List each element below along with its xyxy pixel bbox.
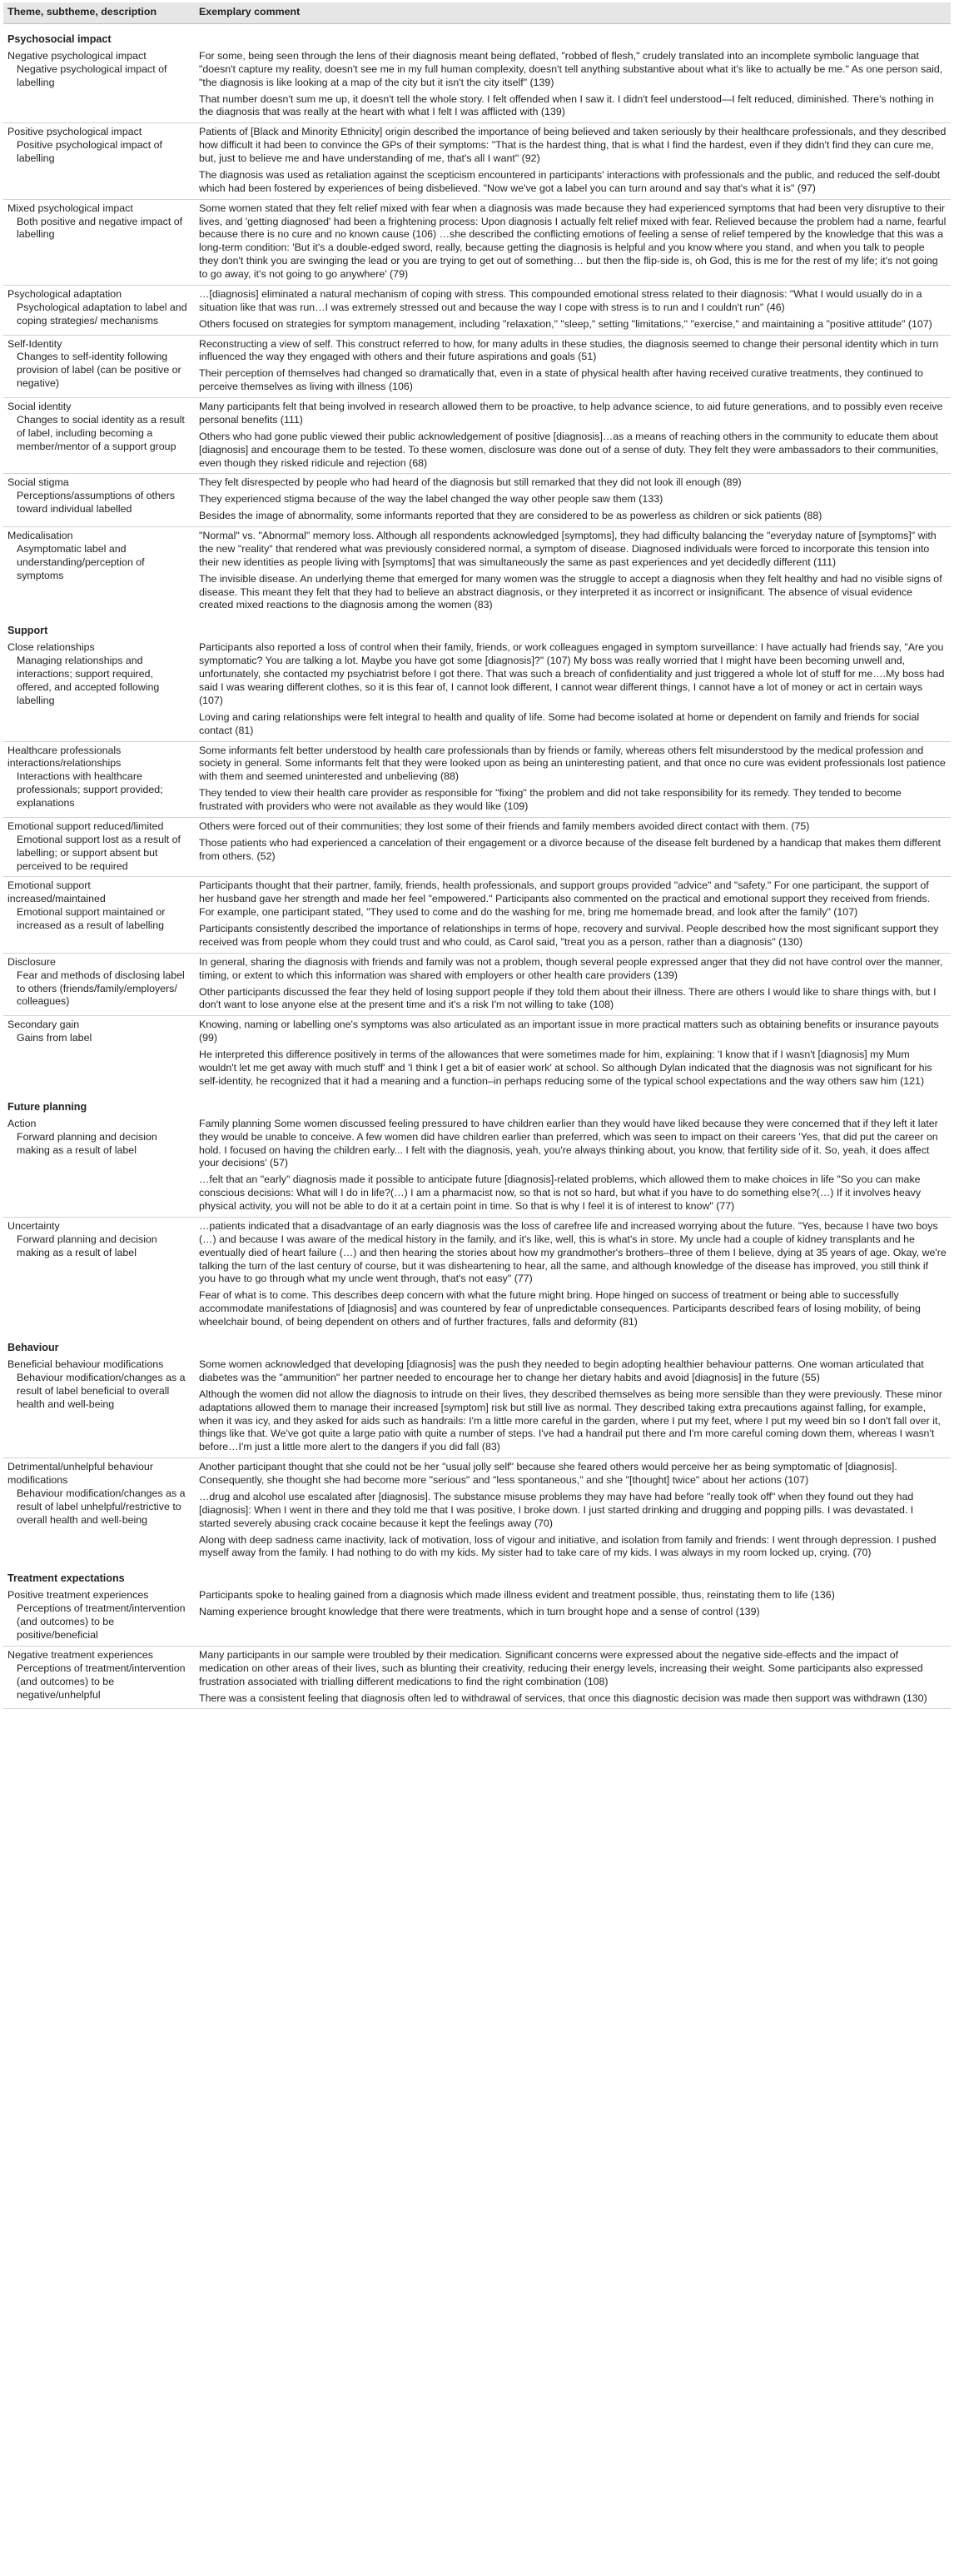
comment-cell [195, 47, 951, 123]
exemplary-comment: Participants thought that their partner, family, friends, health professionals, and support groups provided "advice" and "safety." For one participant, the support of her husband gave her strength and made her feel "empowered." Participants also commented on the practical and emotional support they received from friends. For example, one participant stated, "They used to come and do the washing for me, bring me homemade bread, and look after the family" (107) [199, 879, 931, 919]
table-row [3, 398, 951, 474]
section-heading-row [3, 1563, 951, 1587]
exemplary-comment: He interpreted this difference positively in terms of the allowances that were sometimes made for him, explaining: 'I know that if I wasn't [diagnosis] my Mum wouldn't let me get away with much stuff' and 'I think I get a bit of easier work' at school. So although Dylan indicated that the diagnosis was not significant for his self-identity, he recognized that it had a meaning and a function–in perhaps reducing some of the typical school expectations and the way others saw him (121) [199, 1049, 932, 1087]
subtheme-description: Gains from label [17, 1032, 92, 1044]
subtheme-description: Interactions with healthcare professionals; support provided; explanations [17, 770, 163, 810]
table-header [3, 2, 951, 23]
exemplary-comment: Many participants in our sample were troubled by their medication. Significant concerns were expressed about the negative side-effects and the impact of medication on other areas of their lives, such as blunting their creativity, reducing their energy levels, increasing their weight. Some participants also expressed frustration associated with trialling different medications to find the right combination (108) [199, 1648, 923, 1687]
exemplary-comment: The invisible disease. An underlying theme that emerged for many women was the struggle to accept a diagnosis when they felt healthy and had no visible signs of disease. This meant they felt that they had to believe an abstract diagnosis, or they interpreted it as incorrect or insignificant. The absence of visual evidence created mixed reactions to the diagnosis among the women (83) [199, 572, 942, 611]
exemplary-comment: Naming experience brought knowledge that there were treatments, which in turn brought hope and a sense of control (139) [199, 1606, 760, 1618]
comment-cell [195, 335, 951, 398]
exemplary-comment: Knowing, naming or labelling one's symptoms was also articulated as an important issue in more practical matters such as obtaining benefits or insurance payouts (99) [199, 1019, 939, 1044]
theme-cell [3, 877, 195, 953]
theme-cell [3, 953, 195, 1016]
exemplary-comment: Others who had gone public viewed their public acknowledgement of positive [diagnosis]…as a means of reaching others in the community to educate them about [diagnosis] and encourage them to be tested. To these women, disclosure was done out of a sense of duty. They felt they were ambassadors to their communities, even though they risked ridicule and rejection (68) [199, 430, 939, 469]
subtheme-description: Asymptomatic label and understanding/perception of symptoms [17, 542, 145, 581]
exemplary-comment: Participants also reported a loss of control when their family, friends, or work colleagues engaged in symptom surveillance: I have actually had friends say, "Are you symptomatic? You are talking a lot. Maybe you have got some [diagnosis]?" (107) My boss was really worried that I might have been becoming unwell and, unfortunately, she contacted my psychiatrist before I got there. That was such a breach of confidentiality and just triggered a whole lot of stuff for me….My boss had said I was wearing different clothes, so it is this fear of, I cannot look different, I cannot wear different things, I cannot have a lot of money or act in certain ways (107) [199, 641, 945, 706]
exemplary-comment: Their perception of themselves had changed so dramatically that, even in a state of physical health after having received curative treatments, they continued to perceive themselves as living with illness (106) [199, 367, 923, 393]
subtheme-description: Managing relationships and interactions; support required, offered, and accepted following labelling [17, 655, 160, 706]
table-row [3, 741, 951, 817]
exemplary-comment: Reconstructing a view of self. This construct referred to how, for many adults in these studies, the diagnosis seemed to change their personal identity which in turn influenced the way they engaged with others and their future aspirations and goals (51) [199, 337, 939, 363]
theme-cell [3, 741, 195, 817]
exemplary-comment: Participants consistently described the importance of relationships in terms of hope, recovery and survival. People described how the most significant support they received was from people whom they could trust and who could, as Carol said, "treat you as a person, rather than a diagnosis" (130) [199, 923, 939, 948]
theme-label: Negative treatment experiences [7, 1648, 153, 1661]
subtheme-description: Perceptions of treatment/intervention (and outcomes) to be negative/unhelpful [17, 1662, 186, 1701]
theme-cell [3, 1356, 195, 1458]
section-title: Treatment expectations [7, 1572, 125, 1585]
exemplary-comment: Besides the image of abnormality, some informants reported that they are considered to be as powerless as children or sick patients (88) [199, 510, 822, 522]
comment-cell [195, 1356, 951, 1458]
comment-cell [195, 1646, 951, 1709]
table-row [3, 199, 951, 285]
table-row [3, 877, 951, 953]
theme-label: Social stigma [7, 476, 69, 489]
subtheme-description: Positive psychological impact of labelling [17, 139, 162, 165]
table-row [3, 47, 951, 123]
comment-cell [195, 953, 951, 1016]
header-comment: Exemplary comment [195, 2, 951, 23]
theme-label: Social identity [7, 401, 72, 413]
exemplary-comment: For some, being seen through the lens of their diagnosis meant being deflated, "robbed of flesh," crudely translated into an incomplete symbolic language that "doesn't capture my reality, doesn't see me in my full human complexity, doesn't tell anything substantive about what it's like to actually be me." As one person said, "the diagnosis is like looking at a map of the city but it isn't the city itself" (139) [199, 49, 943, 88]
table-row [3, 1217, 951, 1333]
theme-cell [3, 527, 195, 616]
exemplary-comment: Fear of what is to come. This describes deep concern with what the future might bring. Hope hinged on success of treatment or being able to successfully accommodate manifestations of [diagnosis] and was countered by fear of unpredictable consequences. Participants described fears of losing mobility, of being wheelchair bound, of being dependent on others and of further fractures, falls and deformity (81) [199, 1289, 921, 1328]
theme-label: Disclosure [7, 955, 56, 968]
exemplary-comment: Others were forced out of their communities; they lost some of their friends and family members avoided direct contact with them. (75) [199, 820, 810, 832]
subtheme-description: Fear and methods of disclosing label to others (friends/family/employers/ colleagues) [17, 969, 185, 1008]
table-row [3, 1115, 951, 1218]
exemplary-comment: That number doesn't sum me up, it doesn't tell the whole story. I felt offended when I saw it. I didn't feel understood—I felt reduced, diminished. There's nothing in the diagnosis that was really at the heart with what I felt I was afflicted with (139) [199, 92, 934, 118]
comment-cell [195, 398, 951, 474]
table-row [3, 1587, 951, 1646]
theme-cell [3, 1115, 195, 1218]
theme-cell [3, 47, 195, 123]
theme-label: Self-Identity [7, 337, 62, 350]
exemplary-comment: Other participants discussed the fear they held of losing support people if they told them about their illness. There are others I would like to share things with, but I don't want to lose anyone else at the present time and it's a risk I'm not willing to take (108) [199, 985, 937, 1011]
comment-cell [195, 1016, 951, 1092]
comment-cell [195, 474, 951, 527]
table-row [3, 285, 951, 335]
subtheme-description: Both positive and negative impact of labelling [17, 215, 183, 241]
section-title: Psychosocial impact [7, 32, 112, 45]
comment-cell [195, 1217, 951, 1333]
theme-label: Medicalisation [7, 530, 73, 542]
theme-cell [3, 474, 195, 527]
theme-cell [3, 1587, 195, 1646]
table-row [3, 817, 951, 877]
table-row [3, 639, 951, 741]
theme-label: Detrimental/unhelpful behaviour modifications [7, 1461, 153, 1487]
exemplary-comment: Patients of [Black and Minority Ethnicity] origin described the importance of being believed and taken seriously by their healthcare professionals, and they described how difficult it had been to convince the GPs of their symptoms: "That is the hardest thing, that is what I find the hardest, even if they didn't find they can cure me, but, just to believe me and have understanding of me, that's all I want" (92) [199, 126, 947, 165]
theme-label: Close relationships [7, 641, 95, 654]
theme-label: Emotional support increased/maintained [7, 879, 106, 905]
theme-cell [3, 1016, 195, 1092]
theme-label: Psychological adaptation [7, 287, 122, 300]
table-row [3, 1016, 951, 1092]
exemplary-comment: "Normal" vs. "Abnormal" memory loss. Although all respondents acknowledged [symptoms], they had difficulty balancing the "everyday nature of [symptoms]" with the new "reality" that rendered what was previously considered normal, a symptom of disease. Diagnosed individuals were forced to incorporate this tension into their new identities as people living with [symptoms] that was simultaneously the same as past experiences and yet decidedly different (111) [199, 530, 937, 568]
exemplary-comment: Some women stated that they felt relief mixed with fear when a diagnosis was made because they had experienced symptoms that had been very disruptive to their lives, and 'getting diagnosed' had been a frightening process: Upon diagnosis I actually felt relief mixed with fear. Relieved because the problem had a name, fearful because there is no cure and no known cause (106) …she described the conflicting emotions of feeling a sense of relief tempered by the knowledge that this was a long-term condition: 'But it's a double-edged sword, really, because getting the diagnosis is helpful and you know where you stand, and when you talk to people they don't think you are swinging the lead or you are trying to get out of something… but then the flip-side is, oh God, this is me for the rest of my life; it's not going to go away, it's not going to go anywhere' (79) [199, 202, 947, 281]
exemplary-comment: There was a consistent feeling that diagnosis often led to withdrawal of services, that once this diagnostic decision was made then support was withdrawn (130) [199, 1692, 927, 1704]
exemplary-comment: Many participants felt that being involved in research allowed them to be proactive, to help advance science, to aid future generations, and to possibly even receive personal benefits (111) [199, 401, 943, 426]
exemplary-comment: …felt that an "early" diagnosis made it possible to anticipate future [diagnosis]-related problems, which allowed them to make choices in life "So you can make conscious decisions: What will I do in life?(…) I am a pharmacist now, so that is not so hard, but what if you have to do something else?(…) If it involves heavy physical activity, you will not be able to do it at a certain point in time. So that is why I feel it is of interest to know" (77) [199, 1173, 922, 1213]
theme-cell [3, 639, 195, 741]
table-row [3, 527, 951, 616]
table-body [3, 23, 951, 1709]
exemplary-comment: Although the women did not allow the diagnosis to intrude on their lives, they described themselves as being more sensible than they were previously. These minor adaptations allowed them to manage their increased [symptom] risk but still live as normal. They described taking extra precautions against falling, for example, when it was icy, and they asked for aids such as handrails: I'm a little more careful in the garden, where I put my feet, where I put my weed bin so I don't fall over it, things like that. We've got quite a large patio with quite a number of steps. I've had a handrail put there and I'm more careful coming down them, whereas I wasn't before…I'm just a little more alert to the dangers if you did fall (83) [199, 1388, 942, 1453]
theme-cell [3, 285, 195, 335]
section-heading-row [3, 1333, 951, 1356]
comment-cell [195, 817, 951, 877]
exemplary-comment: Participants spoke to healing gained from a diagnosis which made illness evident and treatment possible, thus, reinstating them to life (136) [199, 1589, 835, 1602]
subtheme-description: Changes to social identity as a result of label, including becoming a member/mentor of a support group [17, 413, 185, 452]
section-heading-row [3, 23, 951, 47]
exemplary-comment: …[diagnosis] eliminated a natural mechanism of coping with stress. This compounded emotional stress related to their diagnosis: "What I would usually do in a situation like that was run…I was extremely stressed out and because the way I cope with stress is to run and I couldn't run" (46) [199, 287, 922, 313]
table-row [3, 953, 951, 1016]
comment-cell [195, 285, 951, 335]
themes-table [3, 2, 951, 1709]
theme-cell [3, 817, 195, 877]
theme-label: Negative psychological impact [7, 49, 147, 62]
table-row [3, 335, 951, 398]
theme-cell [3, 398, 195, 474]
comment-cell [195, 1115, 951, 1218]
exemplary-comment: Others focused on strategies for symptom management, including "relaxation," "sleep," setting "limitations," "exercise," and maintaining a "positive attitude" (107) [199, 317, 932, 330]
theme-cell [3, 1458, 195, 1564]
subtheme-description: Behaviour modification/changes as a result of label beneficial to overall health and well-being [17, 1371, 186, 1410]
table-row [3, 123, 951, 199]
subtheme-description: Emotional support lost as a result of labelling; or support absent but perceived to be required [17, 833, 181, 872]
theme-label: Positive psychological impact [7, 126, 142, 138]
theme-cell [3, 199, 195, 285]
exemplary-comment: …patients indicated that a disadvantage of an early diagnosis was the loss of carefree life and increased worrying about the future. "Yes, because I have two boys (…) and because I was aware of the medical history in the family, and it's like, well, this is what's in store. My uncle had a couple of kidney transplants and he eventually died of heart failure (…) and then hearing the stories about how my grandmother's brothers–three of them I believe, dying at 35 years of age. Okay, we're talking the turn of the last century of course, but it was disheartening to hear, all the same, and although knowledge of the disease has improved, you still think if you have to go through what my uncle went through, that's not easy" (77) [199, 1219, 947, 1285]
comment-cell [195, 123, 951, 199]
exemplary-comment: …drug and alcohol use escalated after [diagnosis]. The substance misuse problems they may have had before "really took off" when they found out they had [diagnosis]: When I went in there and they told me that I was positive, I broke down. I just started drinking and drugging and popping pills. I was devastated. I started severely abusing crack cocaine because it kept the feelings away (70) [199, 1490, 914, 1529]
subtheme-description: Emotional support maintained or increased as a result of labelling [17, 906, 166, 932]
theme-label: Secondary gain [7, 1019, 80, 1031]
exemplary-comment: The diagnosis was used as retaliation against the scepticism encountered in participants' interactions with professionals and the public, and reduced the self-doubt which had been fostered by experiences of being disbelieved. "Now we've got a label you can turn around and say that's what it is" (97) [199, 168, 941, 194]
theme-label: Emotional support reduced/limited [7, 820, 164, 832]
exemplary-comment: In general, sharing the diagnosis with friends and family was not a problem, though several people expressed anger that they did not have control over the manner, timing, or extent to which this information was shared with employers or other health care providers (139) [199, 955, 943, 981]
section-heading-row [3, 615, 951, 639]
exemplary-comment: Those patients who had experienced a cancelation of their engagement or a divorce because of the disease felt burdened by a handicap that makes them different from others. (52) [199, 836, 942, 862]
comment-cell [195, 199, 951, 285]
theme-label: Positive treatment experiences [7, 1589, 149, 1602]
subtheme-description: Forward planning and decision making as a result of label [17, 1233, 157, 1258]
subtheme-description: Perceptions of treatment/intervention (and outcomes) to be positive/beneficial [17, 1602, 186, 1642]
exemplary-comment: They felt disrespected by people who had heard of the diagnosis but still remarked that they did not look ill enough (89) [199, 476, 742, 489]
subtheme-description: Negative psychological impact of labelling [17, 62, 167, 88]
comment-cell [195, 639, 951, 741]
exemplary-comment: Loving and caring relationships were felt integral to health and quality of life. Some had become isolated at home or dependent on family and friends for social contact (81) [199, 710, 920, 736]
comment-cell [195, 527, 951, 616]
exemplary-comment: Some women acknowledged that developing [diagnosis] was the push they needed to begin adopting healthier behaviour patterns. One woman articulated that diabetes was the "ammunition" her partner needed to encourage her to change her dietary habits and avoid [diagnosis] in the future (55) [199, 1358, 924, 1383]
section-heading-row [3, 1092, 951, 1115]
section-title: Future planning [7, 1100, 87, 1113]
theme-label: Mixed psychological impact [7, 202, 133, 214]
theme-label: Beneficial behaviour modifications [7, 1358, 164, 1371]
theme-cell [3, 1646, 195, 1709]
theme-label: Uncertainty [7, 1219, 60, 1232]
exemplary-comment: Along with deep sadness came inactivity, lack of motivation, loss of vigour and initiative, and isolation from family and friends: I went through depression. I pushed myself away from the family. I had nothing to do with my kids. My sister had to take care of my kids. I was always in my room locked up, crying. (70) [199, 1533, 937, 1559]
theme-label: Healthcare professionals interactions/relationships [7, 744, 122, 770]
table-row [3, 1458, 951, 1564]
exemplary-comment: They experienced stigma because of the way the label changed the way other people saw them (133) [199, 493, 663, 506]
section-title: Behaviour [7, 1341, 59, 1353]
table-row [3, 1646, 951, 1709]
theme-cell [3, 335, 195, 398]
subtheme-description: Forward planning and decision making as a result of label [17, 1130, 157, 1156]
subtheme-description: Behaviour modification/changes as a result of label unhelpful/restrictive to overall health and well-being [17, 1487, 186, 1526]
table-row [3, 1356, 951, 1458]
theme-cell [3, 123, 195, 199]
comment-cell [195, 1458, 951, 1564]
theme-label: Action [7, 1117, 37, 1129]
exemplary-comment: Another participant thought that she could not be her "usual jolly self" because she feared others would perceive her as being symptomatic of [diagnosis]. Consequently, she thought she had become more "serious" and "less spontaneous," and she "[thought] twice" about her actions (107) [199, 1461, 897, 1487]
comment-cell [195, 877, 951, 953]
section-title: Support [7, 625, 48, 637]
subtheme-description: Psychological adaptation to label and coping strategies/ mechanisms [17, 301, 187, 326]
comment-cell [195, 1587, 951, 1646]
subtheme-description: Perceptions/assumptions of others toward individual labelled [17, 490, 176, 516]
exemplary-comment: They tended to view their health care provider as responsible for "fixing" the problem and did not take responsibility for its remedy. They tended to become frustrated with providers who were not available as they would like (109) [199, 787, 902, 813]
table-row [3, 474, 951, 527]
header-theme: Theme, subtheme, description [3, 2, 195, 23]
exemplary-comment: Some informants felt better understood by health care professionals than by friends or family, whereas others felt misunderstood by the medical profession and society in general. Some informants felt that they were looked upon as being an uninteresting patient, and that once no cure was evident professionals lost patience with them and seemed uninterested and unbelieving (88) [199, 744, 946, 783]
subtheme-description: Changes to self-identity following provision of label (can be positive or negative) [17, 351, 181, 390]
comment-cell [195, 741, 951, 817]
exemplary-comment: Family planning Some women discussed feeling pressured to have children earlier than they would have liked because they were concerned that if they left it later they would be unable to conceive. A few women did have children earlier than preferred, which was seen to impact on their careers 'Yes, that did put the career on hold. I focused on having the children early... I felt with the diagnosis, yeah, you're always thinking about, you know, that fertility side of it. So, yeah, it does affect your decisions' (57) [199, 1117, 938, 1169]
theme-cell [3, 1217, 195, 1333]
